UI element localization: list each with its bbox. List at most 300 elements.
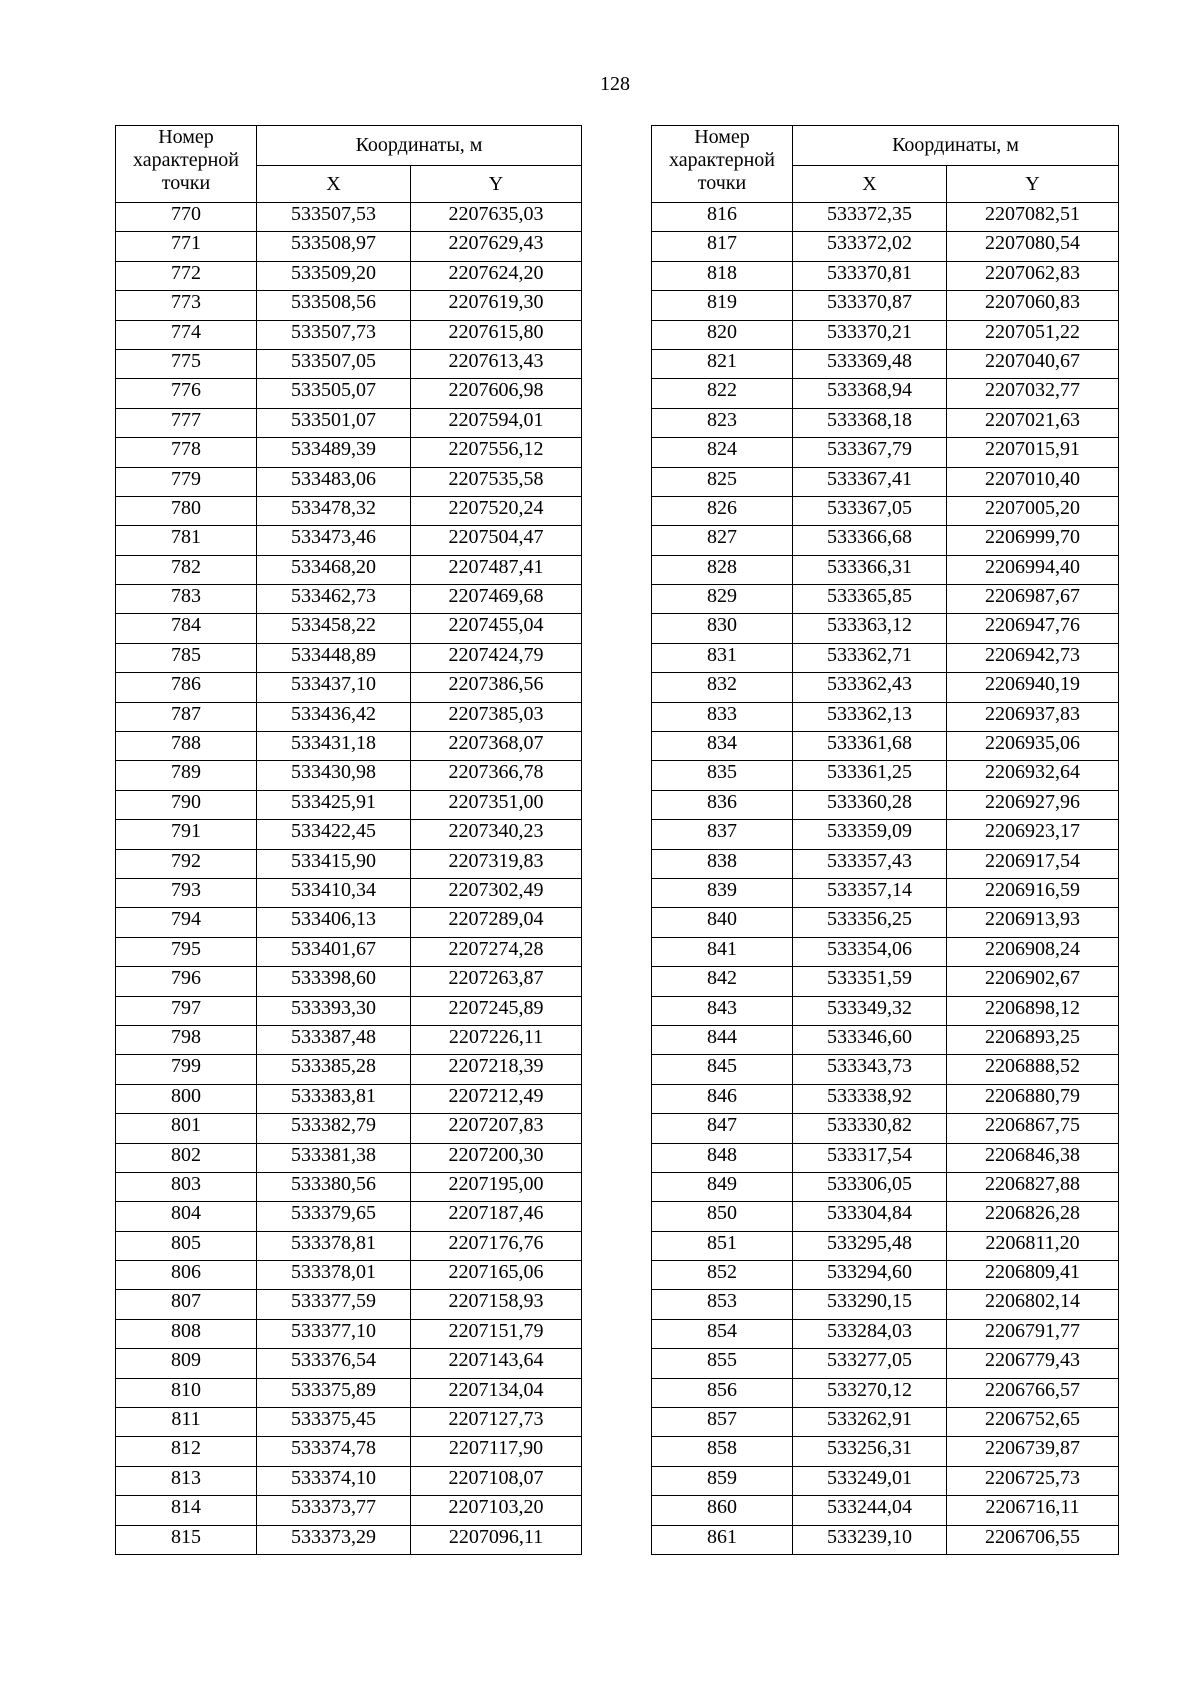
table-row (116, 908, 582, 937)
table-row (652, 1084, 1119, 1113)
y-coordinate-cell: 2206888,52 (947, 1055, 1119, 1084)
y-coordinate-cell: 2207051,22 (947, 320, 1119, 349)
table-row (116, 349, 582, 378)
point-number-cell: 776 (116, 379, 257, 408)
table-row (116, 1525, 582, 1554)
point-number-cell: 847 (652, 1114, 793, 1143)
table-row (116, 849, 582, 878)
y-coordinate-cell: 2206999,70 (947, 526, 1119, 555)
y-coordinate-cell: 2207096,11 (411, 1525, 582, 1554)
x-coordinate-cell: 533382,79 (257, 1114, 411, 1143)
y-coordinate-cell: 2206880,79 (947, 1084, 1119, 1113)
x-coordinate-cell: 533290,15 (793, 1290, 947, 1319)
table-row (116, 673, 582, 702)
x-coordinate-cell: 533483,06 (257, 467, 411, 496)
y-coordinate-cell: 2207289,04 (411, 908, 582, 937)
table-row (652, 1231, 1119, 1260)
point-number-cell: 820 (652, 320, 793, 349)
point-number-cell: 778 (116, 438, 257, 467)
y-coordinate-cell: 2207032,77 (947, 379, 1119, 408)
point-number-cell: 816 (652, 203, 793, 232)
x-header: X (793, 166, 947, 203)
x-coordinate-cell: 533366,68 (793, 526, 947, 555)
x-coordinate-cell: 533295,48 (793, 1231, 947, 1260)
x-coordinate-cell: 533369,48 (793, 349, 947, 378)
table-row (116, 555, 582, 584)
point-number-cell: 835 (652, 761, 793, 790)
y-coordinate-cell: 2207487,41 (411, 555, 582, 584)
x-coordinate-cell: 533363,12 (793, 614, 947, 643)
y-coordinate-cell: 2207082,51 (947, 203, 1119, 232)
point-number-cell: 785 (116, 643, 257, 672)
y-coordinate-cell: 2206994,40 (947, 555, 1119, 584)
x-coordinate-cell: 533306,05 (793, 1172, 947, 1201)
table-row (116, 379, 582, 408)
x-coordinate-cell: 533357,14 (793, 878, 947, 907)
point-number-cell: 789 (116, 761, 257, 790)
y-coordinate-cell: 2206811,20 (947, 1231, 1119, 1260)
y-coordinate-cell: 2207455,04 (411, 614, 582, 643)
x-coordinate-cell: 533294,60 (793, 1261, 947, 1290)
x-coordinate-cell: 533507,73 (257, 320, 411, 349)
point-number-cell: 828 (652, 555, 793, 584)
point-number-cell: 815 (116, 1525, 257, 1554)
point-number-cell: 801 (116, 1114, 257, 1143)
point-number-cell: 848 (652, 1143, 793, 1172)
table-row (652, 408, 1119, 437)
y-coordinate-cell: 2207218,39 (411, 1055, 582, 1084)
table-row (116, 320, 582, 349)
x-coordinate-cell: 533354,06 (793, 937, 947, 966)
table-row (116, 967, 582, 996)
x-coordinate-cell: 533379,65 (257, 1202, 411, 1231)
x-coordinate-cell: 533458,22 (257, 614, 411, 643)
point-number-cell: 843 (652, 996, 793, 1025)
table-row (116, 937, 582, 966)
table-row (652, 379, 1119, 408)
point-number-cell: 784 (116, 614, 257, 643)
x-coordinate-cell: 533362,13 (793, 702, 947, 731)
table-row (116, 1055, 582, 1084)
y-coordinate-cell: 2207635,03 (411, 203, 582, 232)
point-number-cell: 825 (652, 467, 793, 496)
y-coordinate-cell: 2206913,93 (947, 908, 1119, 937)
point-number-cell: 781 (116, 526, 257, 555)
point-number-cell: 839 (652, 878, 793, 907)
table-row (116, 1172, 582, 1201)
point-number-cell: 803 (116, 1172, 257, 1201)
y-coordinate-cell: 2207060,83 (947, 291, 1119, 320)
y-coordinate-cell: 2206766,57 (947, 1378, 1119, 1407)
table-row (652, 1525, 1119, 1554)
y-coordinate-cell: 2207195,00 (411, 1172, 582, 1201)
point-number-cell: 814 (116, 1496, 257, 1525)
table-row (116, 1231, 582, 1260)
table-row (116, 996, 582, 1025)
y-coordinate-cell: 2207615,80 (411, 320, 582, 349)
y-coordinate-cell: 2207165,06 (411, 1261, 582, 1290)
x-header: X (257, 166, 411, 203)
x-coordinate-cell: 533361,68 (793, 732, 947, 761)
table-row (116, 1496, 582, 1525)
point-number-cell: 830 (652, 614, 793, 643)
y-coordinate-cell: 2207021,63 (947, 408, 1119, 437)
table-row (652, 1114, 1119, 1143)
y-coordinate-cell: 2207117,90 (411, 1437, 582, 1466)
table-row (652, 878, 1119, 907)
x-coordinate-cell: 533362,43 (793, 673, 947, 702)
x-coordinate-cell: 533501,07 (257, 408, 411, 437)
y-coordinate-cell: 2207187,46 (411, 1202, 582, 1231)
table-row (652, 1378, 1119, 1407)
y-coordinate-cell: 2207368,07 (411, 732, 582, 761)
point-number-cell: 772 (116, 261, 257, 290)
table-row (116, 1261, 582, 1290)
table-row (116, 585, 582, 614)
y-coordinate-cell: 2206706,55 (947, 1525, 1119, 1554)
table-row (116, 643, 582, 672)
table-row (652, 1437, 1119, 1466)
table-row (652, 1025, 1119, 1054)
y-coordinate-cell: 2206935,06 (947, 732, 1119, 761)
table-row (116, 291, 582, 320)
coordinates-table-body (116, 203, 582, 1555)
table-row (116, 1437, 582, 1466)
table-row (652, 1496, 1119, 1525)
x-coordinate-cell: 533393,30 (257, 996, 411, 1025)
x-coordinate-cell: 533365,85 (793, 585, 947, 614)
point-number-cell: 817 (652, 232, 793, 261)
point-number-cell: 840 (652, 908, 793, 937)
x-coordinate-cell: 533375,89 (257, 1378, 411, 1407)
y-header: Y (947, 166, 1119, 203)
x-coordinate-cell: 533304,84 (793, 1202, 947, 1231)
x-coordinate-cell: 533372,02 (793, 232, 947, 261)
table-row (652, 555, 1119, 584)
x-coordinate-cell: 533359,09 (793, 820, 947, 849)
point-number-cell: 819 (652, 291, 793, 320)
y-coordinate-cell: 2207385,03 (411, 702, 582, 731)
table-row (116, 203, 582, 232)
y-coordinate-cell: 2206716,11 (947, 1496, 1119, 1525)
x-coordinate-cell: 533507,53 (257, 203, 411, 232)
table-row (652, 496, 1119, 525)
x-coordinate-cell: 533398,60 (257, 967, 411, 996)
table-row (652, 467, 1119, 496)
x-coordinate-cell: 533346,60 (793, 1025, 947, 1054)
table-row (116, 467, 582, 496)
table-row (652, 585, 1119, 614)
point-number-header: Номер характерной точки (652, 126, 793, 203)
table-row (116, 261, 582, 290)
y-coordinate-cell: 2207340,23 (411, 820, 582, 849)
point-number-cell: 824 (652, 438, 793, 467)
table-row (116, 1084, 582, 1113)
point-number-cell: 806 (116, 1261, 257, 1290)
y-coordinate-cell: 2207619,30 (411, 291, 582, 320)
x-coordinate-cell: 533351,59 (793, 967, 947, 996)
y-coordinate-cell: 2207351,00 (411, 790, 582, 819)
x-coordinate-cell: 533478,32 (257, 496, 411, 525)
y-coordinate-cell: 2207005,20 (947, 496, 1119, 525)
point-number-cell: 775 (116, 349, 257, 378)
table-row (652, 349, 1119, 378)
x-coordinate-cell: 533468,20 (257, 555, 411, 584)
y-coordinate-cell: 2206826,28 (947, 1202, 1119, 1231)
point-number-cell: 855 (652, 1349, 793, 1378)
point-number-cell: 856 (652, 1378, 793, 1407)
y-coordinate-cell: 2207200,30 (411, 1143, 582, 1172)
point-number-cell: 779 (116, 467, 257, 496)
table-row (652, 1261, 1119, 1290)
table-row (652, 790, 1119, 819)
x-coordinate-cell: 533508,97 (257, 232, 411, 261)
y-coordinate-cell: 2207366,78 (411, 761, 582, 790)
y-coordinate-cell: 2206739,87 (947, 1437, 1119, 1466)
point-number-cell: 845 (652, 1055, 793, 1084)
point-number-cell: 834 (652, 732, 793, 761)
page-number: 128 (600, 73, 630, 95)
point-number-cell: 773 (116, 291, 257, 320)
y-coordinate-cell: 2206779,43 (947, 1349, 1119, 1378)
coordinates-table-left (115, 125, 582, 1555)
table-row (652, 438, 1119, 467)
table-row (652, 320, 1119, 349)
coordinates-table-body (652, 203, 1119, 1555)
table-row (116, 790, 582, 819)
table-row (116, 878, 582, 907)
point-number-cell: 833 (652, 702, 793, 731)
point-number-cell: 796 (116, 967, 257, 996)
table-row (652, 1349, 1119, 1378)
table-row (116, 1378, 582, 1407)
y-coordinate-cell: 2206898,12 (947, 996, 1119, 1025)
point-number-cell: 827 (652, 526, 793, 555)
x-coordinate-cell: 533349,32 (793, 996, 947, 1025)
point-number-cell: 802 (116, 1143, 257, 1172)
table-row (116, 232, 582, 261)
x-coordinate-cell: 533462,73 (257, 585, 411, 614)
y-coordinate-cell: 2207245,89 (411, 996, 582, 1025)
x-coordinate-cell: 533374,78 (257, 1437, 411, 1466)
table-row (116, 408, 582, 437)
y-coordinate-cell: 2207556,12 (411, 438, 582, 467)
table-row (116, 1319, 582, 1348)
point-number-cell: 810 (116, 1378, 257, 1407)
point-number-cell: 826 (652, 496, 793, 525)
table-row (652, 732, 1119, 761)
point-number-cell: 807 (116, 1290, 257, 1319)
y-coordinate-cell: 2206940,19 (947, 673, 1119, 702)
point-number-cell: 790 (116, 790, 257, 819)
x-coordinate-cell: 533448,89 (257, 643, 411, 672)
point-number-cell: 792 (116, 849, 257, 878)
point-number-cell: 793 (116, 878, 257, 907)
x-coordinate-cell: 533437,10 (257, 673, 411, 702)
x-coordinate-cell: 533249,01 (793, 1466, 947, 1495)
x-coordinate-cell: 533256,31 (793, 1437, 947, 1466)
point-number-cell: 818 (652, 261, 793, 290)
x-coordinate-cell: 533374,10 (257, 1466, 411, 1495)
y-coordinate-cell: 2207535,58 (411, 467, 582, 496)
x-coordinate-cell: 533284,03 (793, 1319, 947, 1348)
point-number-cell: 811 (116, 1408, 257, 1437)
x-coordinate-cell: 533262,91 (793, 1408, 947, 1437)
x-coordinate-cell: 533507,05 (257, 349, 411, 378)
point-number-cell: 797 (116, 996, 257, 1025)
point-number-cell: 838 (652, 849, 793, 878)
point-number-cell: 849 (652, 1172, 793, 1201)
y-coordinate-cell: 2207127,73 (411, 1408, 582, 1437)
point-number-cell: 799 (116, 1055, 257, 1084)
y-coordinate-cell: 2207015,91 (947, 438, 1119, 467)
point-number-cell: 770 (116, 203, 257, 232)
x-coordinate-cell: 533362,71 (793, 643, 947, 672)
y-coordinate-cell: 2206908,24 (947, 937, 1119, 966)
point-number-cell: 842 (652, 967, 793, 996)
point-number-cell: 841 (652, 937, 793, 966)
point-number-cell: 829 (652, 585, 793, 614)
point-number-cell: 804 (116, 1202, 257, 1231)
y-coordinate-cell: 2207158,93 (411, 1290, 582, 1319)
point-number-cell: 808 (116, 1319, 257, 1348)
y-coordinate-cell: 2207151,79 (411, 1319, 582, 1348)
x-coordinate-cell: 533366,31 (793, 555, 947, 584)
x-coordinate-cell: 533361,25 (793, 761, 947, 790)
table-row (116, 438, 582, 467)
y-coordinate-cell: 2206987,67 (947, 585, 1119, 614)
y-coordinate-cell: 2207319,83 (411, 849, 582, 878)
y-coordinate-cell: 2206809,41 (947, 1261, 1119, 1290)
x-coordinate-cell: 533277,05 (793, 1349, 947, 1378)
x-coordinate-cell: 533425,91 (257, 790, 411, 819)
y-coordinate-cell: 2207274,28 (411, 937, 582, 966)
y-coordinate-cell: 2206867,75 (947, 1114, 1119, 1143)
table-row (116, 1466, 582, 1495)
y-coordinate-cell: 2206802,14 (947, 1290, 1119, 1319)
x-coordinate-cell: 533367,05 (793, 496, 947, 525)
point-number-cell: 844 (652, 1025, 793, 1054)
table-row (652, 203, 1119, 232)
x-coordinate-cell: 533401,67 (257, 937, 411, 966)
y-coordinate-cell: 2206932,64 (947, 761, 1119, 790)
point-number-cell: 771 (116, 232, 257, 261)
table-row (652, 996, 1119, 1025)
point-number-cell: 831 (652, 643, 793, 672)
point-number-cell: 859 (652, 1466, 793, 1495)
table-row (116, 1290, 582, 1319)
table-row (116, 526, 582, 555)
x-coordinate-cell: 533360,28 (793, 790, 947, 819)
coordinates-table-right (651, 125, 1119, 1555)
y-coordinate-cell: 2207143,64 (411, 1349, 582, 1378)
point-number-cell: 851 (652, 1231, 793, 1260)
x-coordinate-cell: 533270,12 (793, 1378, 947, 1407)
y-coordinate-cell: 2207629,43 (411, 232, 582, 261)
x-coordinate-cell: 533378,01 (257, 1261, 411, 1290)
table-row (116, 1114, 582, 1143)
y-coordinate-cell: 2206846,38 (947, 1143, 1119, 1172)
y-coordinate-cell: 2207176,76 (411, 1231, 582, 1260)
table-row (652, 1319, 1119, 1348)
y-coordinate-cell: 2207103,20 (411, 1496, 582, 1525)
point-number-cell: 832 (652, 673, 793, 702)
point-number-cell: 860 (652, 1496, 793, 1525)
point-number-cell: 777 (116, 408, 257, 437)
table-row (652, 261, 1119, 290)
y-coordinate-cell: 2207386,56 (411, 673, 582, 702)
x-coordinate-cell: 533370,81 (793, 261, 947, 290)
y-coordinate-cell: 2206927,96 (947, 790, 1119, 819)
y-header: Y (411, 166, 582, 203)
y-coordinate-cell: 2207010,40 (947, 467, 1119, 496)
point-number-cell: 795 (116, 937, 257, 966)
point-number-cell: 794 (116, 908, 257, 937)
x-coordinate-cell: 533505,07 (257, 379, 411, 408)
x-coordinate-cell: 533410,34 (257, 878, 411, 907)
x-coordinate-cell: 533368,94 (793, 379, 947, 408)
table-row (652, 526, 1119, 555)
x-coordinate-cell: 533377,10 (257, 1319, 411, 1348)
point-number-cell: 861 (652, 1525, 793, 1554)
y-coordinate-cell: 2207606,98 (411, 379, 582, 408)
y-coordinate-cell: 2206947,76 (947, 614, 1119, 643)
table-row (652, 614, 1119, 643)
point-number-cell: 854 (652, 1319, 793, 1348)
x-coordinate-cell: 533406,13 (257, 908, 411, 937)
y-coordinate-cell: 2207062,83 (947, 261, 1119, 290)
y-coordinate-cell: 2206937,83 (947, 702, 1119, 731)
table-row (652, 1290, 1119, 1319)
point-number-cell: 783 (116, 585, 257, 614)
x-coordinate-cell: 533370,21 (793, 320, 947, 349)
x-coordinate-cell: 533380,56 (257, 1172, 411, 1201)
point-number-cell: 780 (116, 496, 257, 525)
table-row (652, 967, 1119, 996)
x-coordinate-cell: 533330,82 (793, 1114, 947, 1143)
x-coordinate-cell: 533430,98 (257, 761, 411, 790)
point-number-cell: 787 (116, 702, 257, 731)
table-row (116, 732, 582, 761)
coordinates-header: Координаты, м (257, 126, 582, 166)
x-coordinate-cell: 533436,42 (257, 702, 411, 731)
table-row (652, 643, 1119, 672)
x-coordinate-cell: 533239,10 (793, 1525, 947, 1554)
x-coordinate-cell: 533367,41 (793, 467, 947, 496)
y-coordinate-cell: 2206827,88 (947, 1172, 1119, 1201)
x-coordinate-cell: 533373,29 (257, 1525, 411, 1554)
point-number-cell: 821 (652, 349, 793, 378)
y-coordinate-cell: 2207613,43 (411, 349, 582, 378)
y-coordinate-cell: 2206917,54 (947, 849, 1119, 878)
y-coordinate-cell: 2207624,20 (411, 261, 582, 290)
point-number-cell: 805 (116, 1231, 257, 1260)
table-row (116, 1025, 582, 1054)
x-coordinate-cell: 533368,18 (793, 408, 947, 437)
y-coordinate-cell: 2207520,24 (411, 496, 582, 525)
x-coordinate-cell: 533376,54 (257, 1349, 411, 1378)
x-coordinate-cell: 533357,43 (793, 849, 947, 878)
table-row (652, 291, 1119, 320)
x-coordinate-cell: 533415,90 (257, 849, 411, 878)
x-coordinate-cell: 533431,18 (257, 732, 411, 761)
x-coordinate-cell: 533375,45 (257, 1408, 411, 1437)
x-coordinate-cell: 533381,38 (257, 1143, 411, 1172)
table-row (116, 614, 582, 643)
point-number-cell: 782 (116, 555, 257, 584)
y-coordinate-cell: 2207080,54 (947, 232, 1119, 261)
point-number-cell: 852 (652, 1261, 793, 1290)
